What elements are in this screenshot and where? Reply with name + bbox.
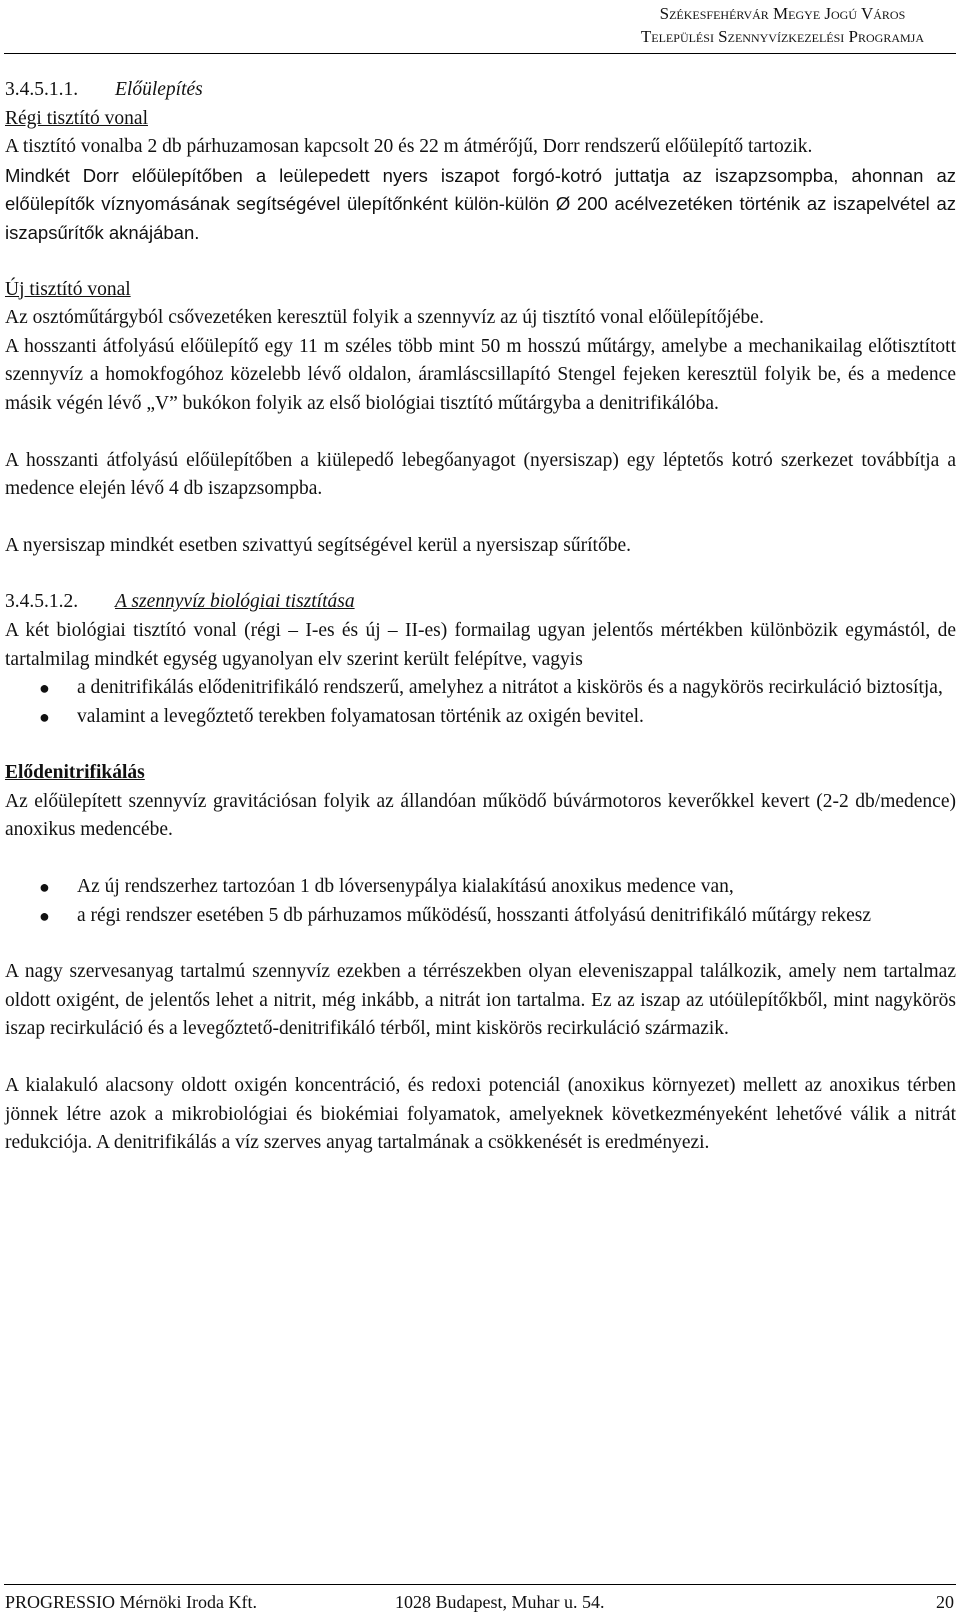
list-item: ● Az új rendszerhez tartozóan 1 db lóversenypálya kialakítású anoxikus medence van, — [5, 873, 956, 902]
list-item: ● a régi rendszer esetében 5 db párhuzamos működésű, hosszanti átfolyású denitrifikáló műtárgy rekesz — [5, 902, 956, 931]
footer-divider — [4, 1584, 956, 1585]
paragraph: A két biológiai tisztító vonal (régi – I-es és új – II-es) formailag ugyan jelentős mértékben különbözik egymástól, de tartalmilag mindkét egység ugyanolyan elv szerint került felépítve, vagyis — [5, 619, 956, 670]
page-header — [641, 2, 924, 48]
footer-address: 1028 Budapest, Muhar u. 54. — [395, 1592, 605, 1612]
paragraph: A kialakuló alacsony oldott oxigén koncentráció, és redoxi potenciál (anoxikus környezet) mellett az anoxikus térben jönnek létre azok a mikrobiológiai és biokémiai folyamatok, amelyeknek következményeként lehetővé válik a nitrát redukciója. A denitrifikálás a víz szerves anyag tartalmának a csökkenését is eredményezi. — [5, 1075, 956, 1154]
bullet-list — [5, 674, 956, 731]
paragraph: A nyersiszap mindkét esetben szivattyú segítségével kerül a nyersiszap sűrítőbe. — [5, 534, 631, 556]
bullet-icon: ● — [39, 678, 50, 699]
list-item: ● valamint a levegőztető terekben folyamatosan történik az oxigén bevitel. — [5, 703, 956, 732]
page-number: 20 — [936, 1592, 954, 1612]
header-title: Székesfehérvár Megye Jogú Város — [659, 4, 906, 23]
bullet-icon: ● — [39, 877, 50, 898]
section-heading — [5, 76, 956, 105]
subsection-title: Elődenitrifikálás — [5, 762, 145, 784]
header-subtitle: Települési Szennyvízkezelési Programja — [640, 27, 924, 46]
paragraph: Mindkét Dorr előülepítőben a leülepedett nyers iszapot forgó-kotró juttatja az iszapzsompba, ahonnan az előülepítők víznyomásának segítségével ülepítőnként külön-külön Ø 200 acélvezetéken történik az iszapelvétel az iszapsűrítők aknájában. — [5, 164, 956, 243]
section-title: A szennyvíz biológiai tisztítása — [115, 591, 355, 613]
bullet-icon: ● — [39, 905, 50, 926]
subsection-title: Új tisztító vonal — [5, 278, 131, 300]
paragraph: A tisztító vonalba 2 db párhuzamosan kapcsolt 20 és 22 m átmérőjű, Dorr rendszerű előülepítő tartozik. — [5, 136, 813, 158]
footer-company: PROGRESSIO Mérnöki Iroda Kft. — [5, 1592, 257, 1612]
paragraph: A hosszanti átfolyású előülepítőben a kiülepedő lebegőanyagot (nyersiszap) egy léptetős kotró szerkezet továbbítja a medence elején lévő 4 db iszapzsompba. — [5, 449, 956, 500]
paragraph: A nagy szervesanyag tartalmú szennyvíz ezekben a térrészekben olyan eleveniszappal találkozik, amely nem tartalmaz oldott oxigént, de jelentős lehet a nitrit, még inkább, a nitrát ion tartalma. Ez az iszap az utóülepítőkből, mint nagykörös iszap recirkuláció és a levegőztető-denitrifikáló térből, mint kiskörös recirkuláció származik. — [5, 961, 956, 1040]
section-number: 3.4.5.1.2. — [5, 591, 79, 613]
header-divider — [4, 53, 956, 54]
paragraph: A hosszanti átfolyású előülepítő egy 11 m széles több mint 50 m hosszú műtárgy, amelybe a mechanikailag előtisztított szennyvíz a homokfogóhoz közelebb lévő oldalon, áramláscsillapító Stengel fejeken keresztül folyik be, és a medence másik végén lévő „V” bukókon folyik az első biológiai tisztító műtárgyba a denitrifikálóba. — [5, 335, 956, 414]
list-item: ● a denitrifikálás elődenitrifikáló rendszerű, amelyhez a nitrátot a kiskörös és a nagykörös recirkuláció biztosítja, — [5, 674, 956, 703]
paragraph: Az osztóműtárgyból csővezetéken keresztül folyik a szennyvíz az új tisztító vonal előülepítőjébe. — [5, 307, 764, 329]
section-title: Előülepítés — [115, 79, 203, 100]
bullet-list — [5, 873, 956, 930]
section-number: 3.4.5.1.1. — [5, 79, 79, 100]
paragraph: Az előülepített szennyvíz gravitációsan folyik az állandóan működő búvármotoros keverőkkel kevert (2-2 db/medence) anoxikus medencébe. — [5, 790, 956, 841]
section-heading — [5, 588, 956, 617]
bullet-icon: ● — [39, 706, 50, 727]
subsection-title: Régi tisztító vonal — [5, 107, 148, 129]
page-body — [5, 76, 956, 1158]
